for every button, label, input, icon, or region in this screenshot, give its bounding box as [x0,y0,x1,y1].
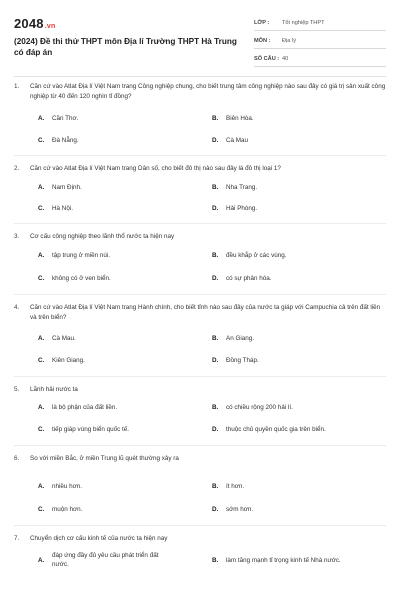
option-text: Hải Phòng. [226,205,258,212]
option-text: Hà Nội. [52,205,73,212]
option-c[interactable] [38,356,212,365]
meta-row-count [254,52,386,67]
option-letter: B. [212,184,219,191]
option-b[interactable] [212,334,386,343]
option-text: không có ở ven biển. [52,275,111,282]
option-a[interactable] [38,183,212,192]
question-number: 1. [14,83,20,90]
logo-main: 2048 [14,16,44,31]
option-text: Biên Hòa. [226,115,254,122]
meta-value: Tốt nghiệp THPT [282,20,325,26]
option-letter: C. [38,137,45,144]
option-letter: C. [38,357,45,364]
option-text: Đồng Tháp. [226,357,259,364]
option-d[interactable] [212,136,386,145]
question-text: Căn cứ vào Atlat Địa lí Việt Nam trang Hành chính, cho biết tỉnh nào sau đây của nước ta giáp với Campuchia cả trên đất liền và trên biển? [30,304,381,321]
option-c[interactable] [38,425,212,434]
option-text: Đà Nẵng. [52,137,79,144]
question-stem [14,454,386,464]
option-a[interactable] [38,251,212,260]
option-text: có chiều rộng 200 hải lí. [226,404,293,411]
question-item [14,156,386,224]
question-stem [14,303,386,323]
option-text: ít hơn. [226,483,245,490]
site-logo[interactable] [14,16,55,31]
option-b[interactable] [212,114,386,123]
option-grid [38,482,386,514]
option-a[interactable] [38,551,212,569]
question-item [14,224,386,295]
option-b[interactable] [212,551,386,569]
option-text: Kiên Giang. [52,357,85,364]
meta-value: 40 [282,56,289,62]
option-text: nhiều hơn. [52,483,83,490]
option-grid [38,183,386,213]
option-letter: B. [212,115,219,122]
option-text: An Giang. [226,335,255,342]
option-letter: A. [38,556,45,564]
option-letter: C. [38,275,45,282]
option-text: thuộc chủ quyền quốc gia trên biển. [226,426,326,433]
meta-row-subject [254,34,386,49]
question-text: Lãnh hải nước ta [30,386,78,393]
option-letter: A. [38,335,45,342]
meta-key: SỐ CÂU : [254,56,280,62]
question-number: 2. [14,165,20,172]
meta-key: LỚP : [254,20,270,26]
option-letter: C. [38,506,45,513]
option-letter: A. [38,115,45,122]
question-text: Chuyển dịch cơ cấu kinh tế của nước ta hiện nay [30,535,168,542]
option-letter: D. [212,357,219,364]
option-text: đều khắp ở các vùng. [226,252,287,259]
option-letter: A. [38,252,45,259]
option-a[interactable] [38,114,212,123]
question-stem [14,232,386,242]
option-text: Cà Mau. [52,335,76,342]
option-letter: C. [38,205,45,212]
option-text: sớm hơn. [226,506,254,513]
option-letter: B. [212,252,219,259]
question-text: Cơ cấu công nghiệp theo lãnh thổ nước ta hiện nay [30,233,175,240]
option-b[interactable] [212,403,386,412]
option-grid [38,334,386,365]
exam-header [14,14,386,74]
question-item [14,446,386,526]
option-c[interactable] [38,136,212,145]
header-divider [14,76,386,77]
option-grid [38,551,386,569]
option-a[interactable] [38,403,212,412]
question-stem [14,385,386,395]
option-grid [38,403,386,434]
option-letter: D. [212,275,219,282]
question-number: 7. [14,535,20,542]
exam-meta [254,16,386,70]
option-text: Nam Định. [52,184,82,191]
option-text: làm tăng mạnh tỉ trọng kinh tế Nhà nước. [226,556,341,564]
option-text: Cần Thơ. [52,115,79,122]
question-number: 4. [14,304,20,311]
question-text: Căn cứ vào Atlat Địa lí Việt Nam trang Công nghiệp chung, cho biết trung tâm công nghiệp nào sau đây có giá trị sản xuất công nghiệp từ 40 đến 120 nghìn tỉ đồng? [30,83,386,100]
option-letter: B. [212,335,219,342]
option-text: tiếp giáp vùng biển quốc tế. [52,426,130,433]
option-text: tập trung ở miền núi. [52,252,111,259]
exam-title: (2024) Đề thi thử THPT môn Địa lí Trường THPT Hà Trung có đáp án [14,37,237,57]
option-d[interactable] [212,505,386,514]
option-d[interactable] [212,204,386,213]
question-stem [14,164,386,174]
question-stem [14,534,386,544]
option-c[interactable] [38,204,212,213]
option-letter: B. [212,483,219,490]
question-item [14,295,386,377]
option-a[interactable] [38,482,212,491]
option-text: đáp ứng đầy đủ yêu cầu phát triển đất nước. [52,552,159,568]
option-b[interactable] [212,183,386,192]
option-text: có sự phân hóa. [226,275,272,282]
option-letter: D. [212,506,219,513]
option-grid [38,251,386,283]
option-letter: D. [212,205,219,212]
meta-row-class [254,16,386,31]
question-text: So với miền Bắc, ở miền Trung lũ quét thường xảy ra [30,455,179,462]
question-number: 3. [14,233,20,240]
option-text: muộn hơn. [52,506,83,513]
question-number: 5. [14,386,20,393]
logo-suffix: .vn [44,23,56,30]
option-letter: D. [212,426,219,433]
option-grid [38,114,386,145]
question-text: Căn cứ vào Atlat Địa lí Việt Nam trang Dân số, cho biết đô thị nào sau đây là đô thị loại 1? [30,165,281,172]
question-number: 6. [14,455,20,462]
question-item [14,80,386,156]
option-letter: D. [212,137,219,144]
question-list [14,80,386,569]
option-b[interactable] [212,251,386,260]
option-text: Cà Mau [226,137,249,144]
question-item [14,526,386,569]
option-d[interactable] [212,425,386,434]
option-letter: B. [212,556,219,564]
option-c[interactable] [38,274,212,283]
meta-key: MÔN : [254,38,271,44]
option-a[interactable] [38,334,212,343]
option-letter: B. [212,404,219,411]
question-item [14,377,386,446]
option-letter: A. [38,404,45,411]
option-letter: C. [38,426,45,433]
option-d[interactable] [212,274,386,283]
option-letter: A. [38,184,45,191]
option-text: Nha Trang. [226,184,258,191]
meta-value: Địa lý [282,38,296,44]
option-d[interactable] [212,356,386,365]
question-stem [14,82,386,102]
option-letter: A. [38,483,45,490]
option-c[interactable] [38,505,212,514]
option-text: là bộ phận của đất liền. [52,404,118,411]
option-b[interactable] [212,482,386,491]
